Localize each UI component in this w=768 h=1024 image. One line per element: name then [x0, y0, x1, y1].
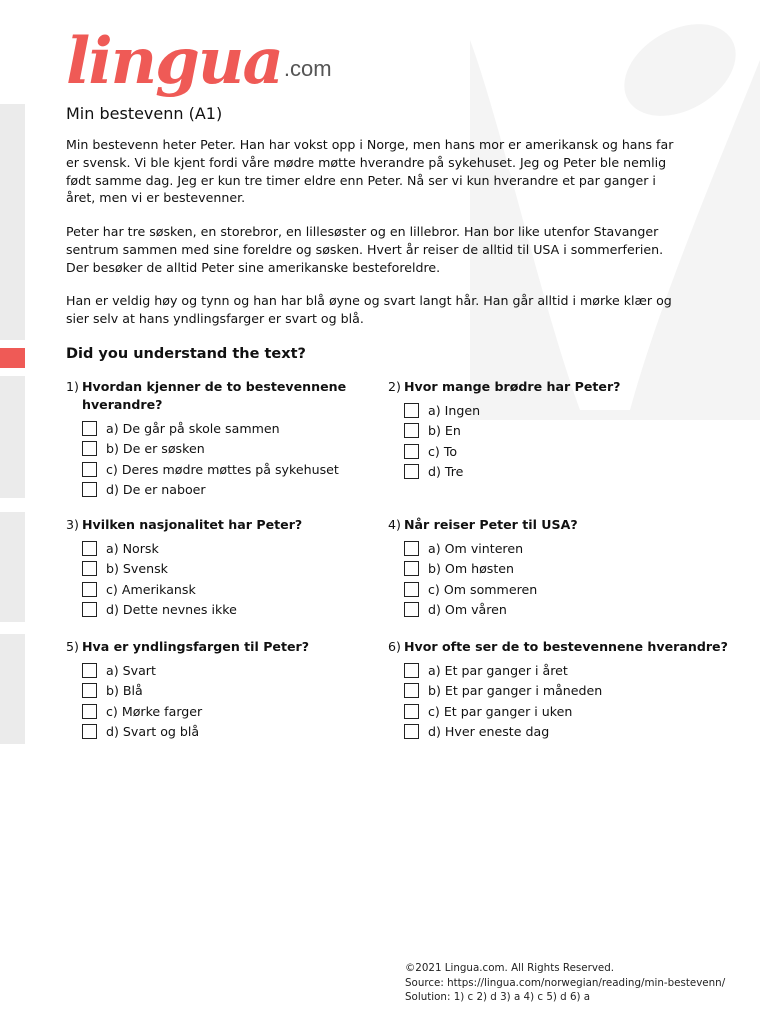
- checkbox[interactable]: [82, 421, 97, 436]
- checkbox[interactable]: [82, 462, 97, 477]
- checkbox[interactable]: [82, 602, 97, 617]
- question-3: [66, 516, 406, 620]
- question-text: Hvor mange brødre har Peter?: [404, 379, 621, 394]
- question-1: [66, 378, 406, 500]
- checkbox[interactable]: [82, 541, 97, 556]
- option-label: c) Deres mødre møttes på sykehuset: [106, 461, 339, 477]
- question-text: Hvordan kjenner de to bestevennene hverandre?: [82, 379, 347, 412]
- checkbox[interactable]: [404, 464, 419, 479]
- checkbox[interactable]: [404, 541, 419, 556]
- side-strip-1: [0, 104, 25, 340]
- option-label: d) Hver eneste dag: [428, 724, 550, 740]
- question-text: Hva er yndlingsfargen til Peter?: [82, 639, 310, 654]
- option-label: d) Om våren: [428, 602, 507, 618]
- checkbox[interactable]: [82, 441, 97, 456]
- question-number: 6): [388, 639, 401, 654]
- option-label: b) Svensk: [106, 561, 168, 577]
- option-label: b) Blå: [106, 683, 143, 699]
- checkbox[interactable]: [404, 724, 419, 739]
- copyright-text: ©2021 Lingua.com. All Rights Reserved.: [405, 962, 615, 974]
- checkbox[interactable]: [404, 704, 419, 719]
- answer-option[interactable]: [82, 480, 406, 501]
- checkbox[interactable]: [404, 683, 419, 698]
- answer-option[interactable]: [404, 579, 728, 600]
- option-label: d) De er naboer: [106, 482, 206, 498]
- answer-option[interactable]: [82, 418, 406, 439]
- answer-option[interactable]: [404, 600, 728, 621]
- option-label: a) Ingen: [428, 402, 481, 418]
- source-text: Source: https://lingua.com/norwegian/reading/min-bestevenn/: [405, 976, 726, 989]
- question-5: [66, 638, 406, 742]
- answer-option[interactable]: [404, 722, 728, 743]
- checkbox[interactable]: [82, 724, 97, 739]
- option-label: b) Om høsten: [428, 561, 515, 577]
- question-text: Hvilken nasjonalitet har Peter?: [82, 517, 303, 532]
- answer-option[interactable]: [404, 681, 728, 702]
- question-number: 5): [66, 639, 79, 654]
- option-label: c) Et par ganger i uken: [428, 703, 573, 719]
- option-label: b) De er søsken: [106, 441, 205, 457]
- option-label: a) Svart: [106, 662, 156, 678]
- question-number: 3): [66, 517, 79, 532]
- lingua-logo: [66, 14, 332, 99]
- answer-option[interactable]: [82, 701, 406, 722]
- question-4: [388, 516, 728, 620]
- watermark-logo: [430, 0, 768, 430]
- checkbox[interactable]: [82, 582, 97, 597]
- quiz-heading: Did you understand the text?: [66, 346, 306, 362]
- answer-option[interactable]: [404, 400, 728, 421]
- option-label: d) Dette nevnes ikke: [106, 602, 237, 618]
- answer-option[interactable]: [82, 579, 406, 600]
- option-label: c) Amerikansk: [106, 581, 196, 597]
- solution-text: Solution: 1) c 2) d 3) a 4) c 5) d 6) a: [405, 991, 591, 1003]
- answer-option[interactable]: [82, 681, 406, 702]
- answer-option[interactable]: [404, 441, 728, 462]
- question-2: [388, 378, 728, 482]
- checkbox[interactable]: [82, 561, 97, 576]
- question-number: 1): [66, 379, 79, 394]
- option-label: a) De går på skole sammen: [106, 420, 280, 436]
- checkbox[interactable]: [404, 444, 419, 459]
- side-strip-2: [0, 376, 25, 498]
- checkbox[interactable]: [404, 561, 419, 576]
- checkbox[interactable]: [404, 582, 419, 597]
- checkbox[interactable]: [404, 423, 419, 438]
- side-strip-accent: [0, 348, 25, 368]
- answer-option[interactable]: [404, 538, 728, 559]
- checkbox[interactable]: [404, 602, 419, 617]
- option-label: a) Om vinteren: [428, 540, 524, 556]
- side-strip-4: [0, 634, 25, 744]
- answer-option[interactable]: [82, 660, 406, 681]
- checkbox[interactable]: [404, 663, 419, 678]
- answer-option[interactable]: [404, 421, 728, 442]
- page-title: Min bestevenn (A1): [66, 104, 223, 123]
- checkbox[interactable]: [82, 663, 97, 678]
- side-strip-3: [0, 512, 25, 622]
- option-label: d) Svart og blå: [106, 724, 200, 740]
- answer-option[interactable]: [82, 559, 406, 580]
- answer-option[interactable]: [82, 538, 406, 559]
- option-label: c) To: [428, 443, 458, 459]
- option-label: a) Norsk: [106, 540, 159, 556]
- checkbox[interactable]: [82, 683, 97, 698]
- question-number: 4): [388, 517, 401, 532]
- option-label: d) Tre: [428, 464, 464, 480]
- answer-option[interactable]: [404, 462, 728, 483]
- answer-option[interactable]: [82, 600, 406, 621]
- paragraph-3: Han er veldig høy og tynn og han har blå øyne og svart langt hår. Han går alltid i mørke klær og sier selv at hans yndlingsfarger er svart og blå.: [66, 293, 672, 326]
- logo-wordmark: lingua: [66, 24, 282, 99]
- option-label: b) En: [428, 423, 461, 439]
- checkbox[interactable]: [82, 704, 97, 719]
- logo-tld: .com: [283, 56, 332, 81]
- footer: [405, 961, 725, 1005]
- answer-option[interactable]: [82, 722, 406, 743]
- answer-option[interactable]: [82, 459, 406, 480]
- option-label: c) Om sommeren: [428, 581, 538, 597]
- question-number: 2): [388, 379, 401, 394]
- checkbox[interactable]: [404, 403, 419, 418]
- answer-option[interactable]: [82, 439, 406, 460]
- option-label: a) Et par ganger i året: [428, 662, 568, 678]
- answer-option[interactable]: [404, 701, 728, 722]
- checkbox[interactable]: [82, 482, 97, 497]
- question-6: [388, 638, 728, 742]
- question-text: Når reiser Peter til USA?: [404, 517, 578, 532]
- option-label: c) Mørke farger: [106, 703, 203, 719]
- answer-option[interactable]: [404, 559, 728, 580]
- answer-option[interactable]: [404, 660, 728, 681]
- question-text: Hvor ofte ser de to bestevennene hverandre?: [404, 639, 728, 654]
- option-label: b) Et par ganger i måneden: [428, 683, 603, 699]
- paragraph-1: Min bestevenn heter Peter. Han har vokst opp i Norge, men hans mor er amerikansk og hans far er svensk. Vi ble kjent fordi våre mødre møtte hverandre på sykehuset. Jeg og Peter ble nemlig født samme dag. Jeg er kun tre timer eldre enn Peter. Nå ser vi kun hverandre et par ganger i året, men vi er bestevenner.: [66, 137, 674, 206]
- paragraph-2: Peter har tre søsken, en storebror, en lillesøster og en lillebror. Han bor like utenfor Stavanger sentrum sammen med sine foreldre og søsken. Hvert år reiser de alltid til USA i sommerferien. Der besøker de alltid Peter sine amerikanske besteforeldre.: [66, 224, 664, 275]
